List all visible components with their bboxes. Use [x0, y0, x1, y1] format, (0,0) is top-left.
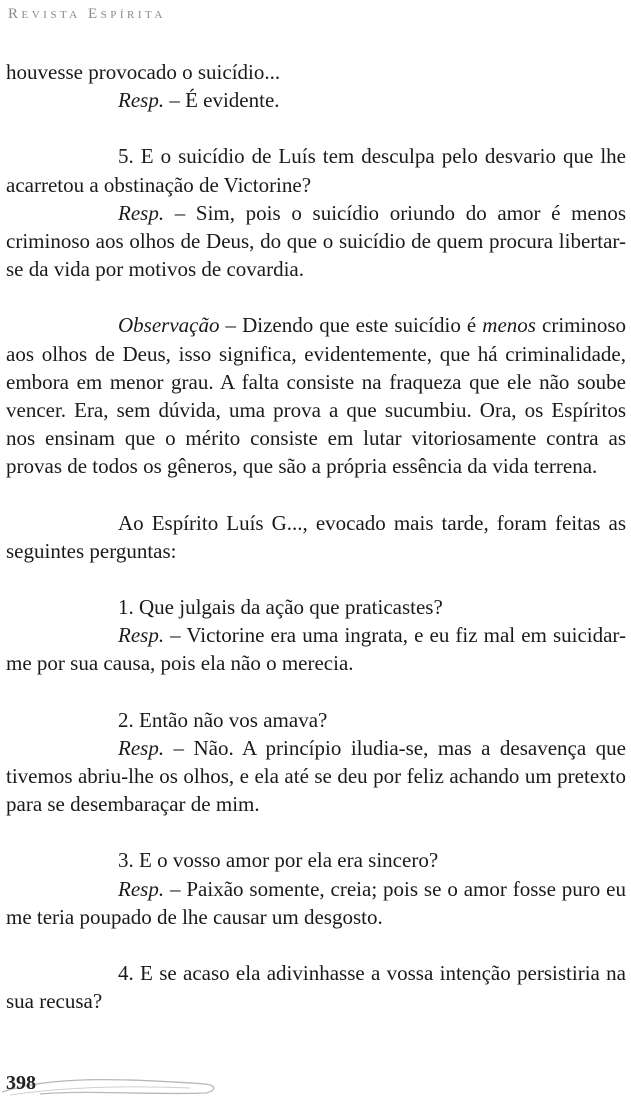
observation-paragraph: [6, 311, 626, 480]
question-1: 1. Que julgais da ação que praticastes?: [118, 595, 443, 620]
question-3: 3. E o vosso amor por ela era sincero?: [118, 848, 439, 873]
answer-text: – Paixão somente, creia; pois se o amor fosse puro eu me teria poupado de lhe causar um desgosto.: [6, 876, 626, 929]
resp-label: Resp.: [118, 876, 165, 901]
intro-paragraph: Ao Espírito Luís G..., evocado mais tarde, foram feitas as seguintes perguntas:: [6, 510, 626, 563]
page-number: 398: [6, 1072, 36, 1094]
answer-line: [6, 86, 626, 114]
observation-label: Observação: [118, 313, 220, 338]
observation-emphasis: menos: [482, 313, 536, 338]
answer-text: – É evidente.: [164, 88, 280, 113]
resp-label: Resp.: [118, 623, 165, 648]
page-body: [6, 58, 626, 1015]
question-2: 2. Então não vos amava?: [118, 707, 328, 732]
resp-label: Resp.: [118, 735, 165, 760]
resp-label: Resp.: [118, 88, 165, 113]
running-head: Revista Espírita: [8, 6, 166, 22]
question-5: 5. E o suicídio de Luís tem desculpa pelo desvario que lhe acarretou a obstinação de Victorine?: [6, 144, 626, 197]
page-number-swoosh: [0, 1070, 240, 1097]
answer-text: – Victorine era uma ingrata, e eu fiz mal em suicidar-me por sua causa, pois ela não o merecia.: [6, 623, 626, 676]
answer-1: [6, 621, 626, 677]
observation-text-b: criminoso aos olhos de Deus, isso significa, evidentemente, que há criminalidade, embora em menor grau. A falta consiste na fraqueza que ele não soube vencer. Era, sem dúvida, uma prova a que sucumbiu. Ora, os Espíritos nos ensinam que o mérito consiste em lutar vitoriosamente contra as provas de todos os gêneros, que são a própria essência da vida terrena.: [6, 313, 626, 479]
answer-text: – Sim, pois o suicídio oriundo do amor é menos criminoso aos olhos de Deus, do que o suicídio de quem procura libertar-se da vida por motivos de covardia.: [6, 200, 626, 282]
paragraph-continuation: houvesse provocado o suicídio...: [6, 60, 281, 84]
resp-label: Resp.: [118, 200, 165, 225]
answer-text: – Não. A princípio iludia-se, mas a desavença que tivemos abriu-lhe os olhos, e ela até se deu por feliz achando um pretexto para se desembaraçar de mim.: [6, 735, 626, 817]
question-4: 4. E se acaso ela adivinhasse a vossa intenção persistiria na sua recusa?: [6, 961, 626, 1014]
answer-2: [6, 734, 626, 819]
answer-5: [6, 199, 626, 284]
answer-3: [6, 875, 626, 931]
observation-text-a: – Dizendo que este suicídio é: [219, 313, 483, 338]
